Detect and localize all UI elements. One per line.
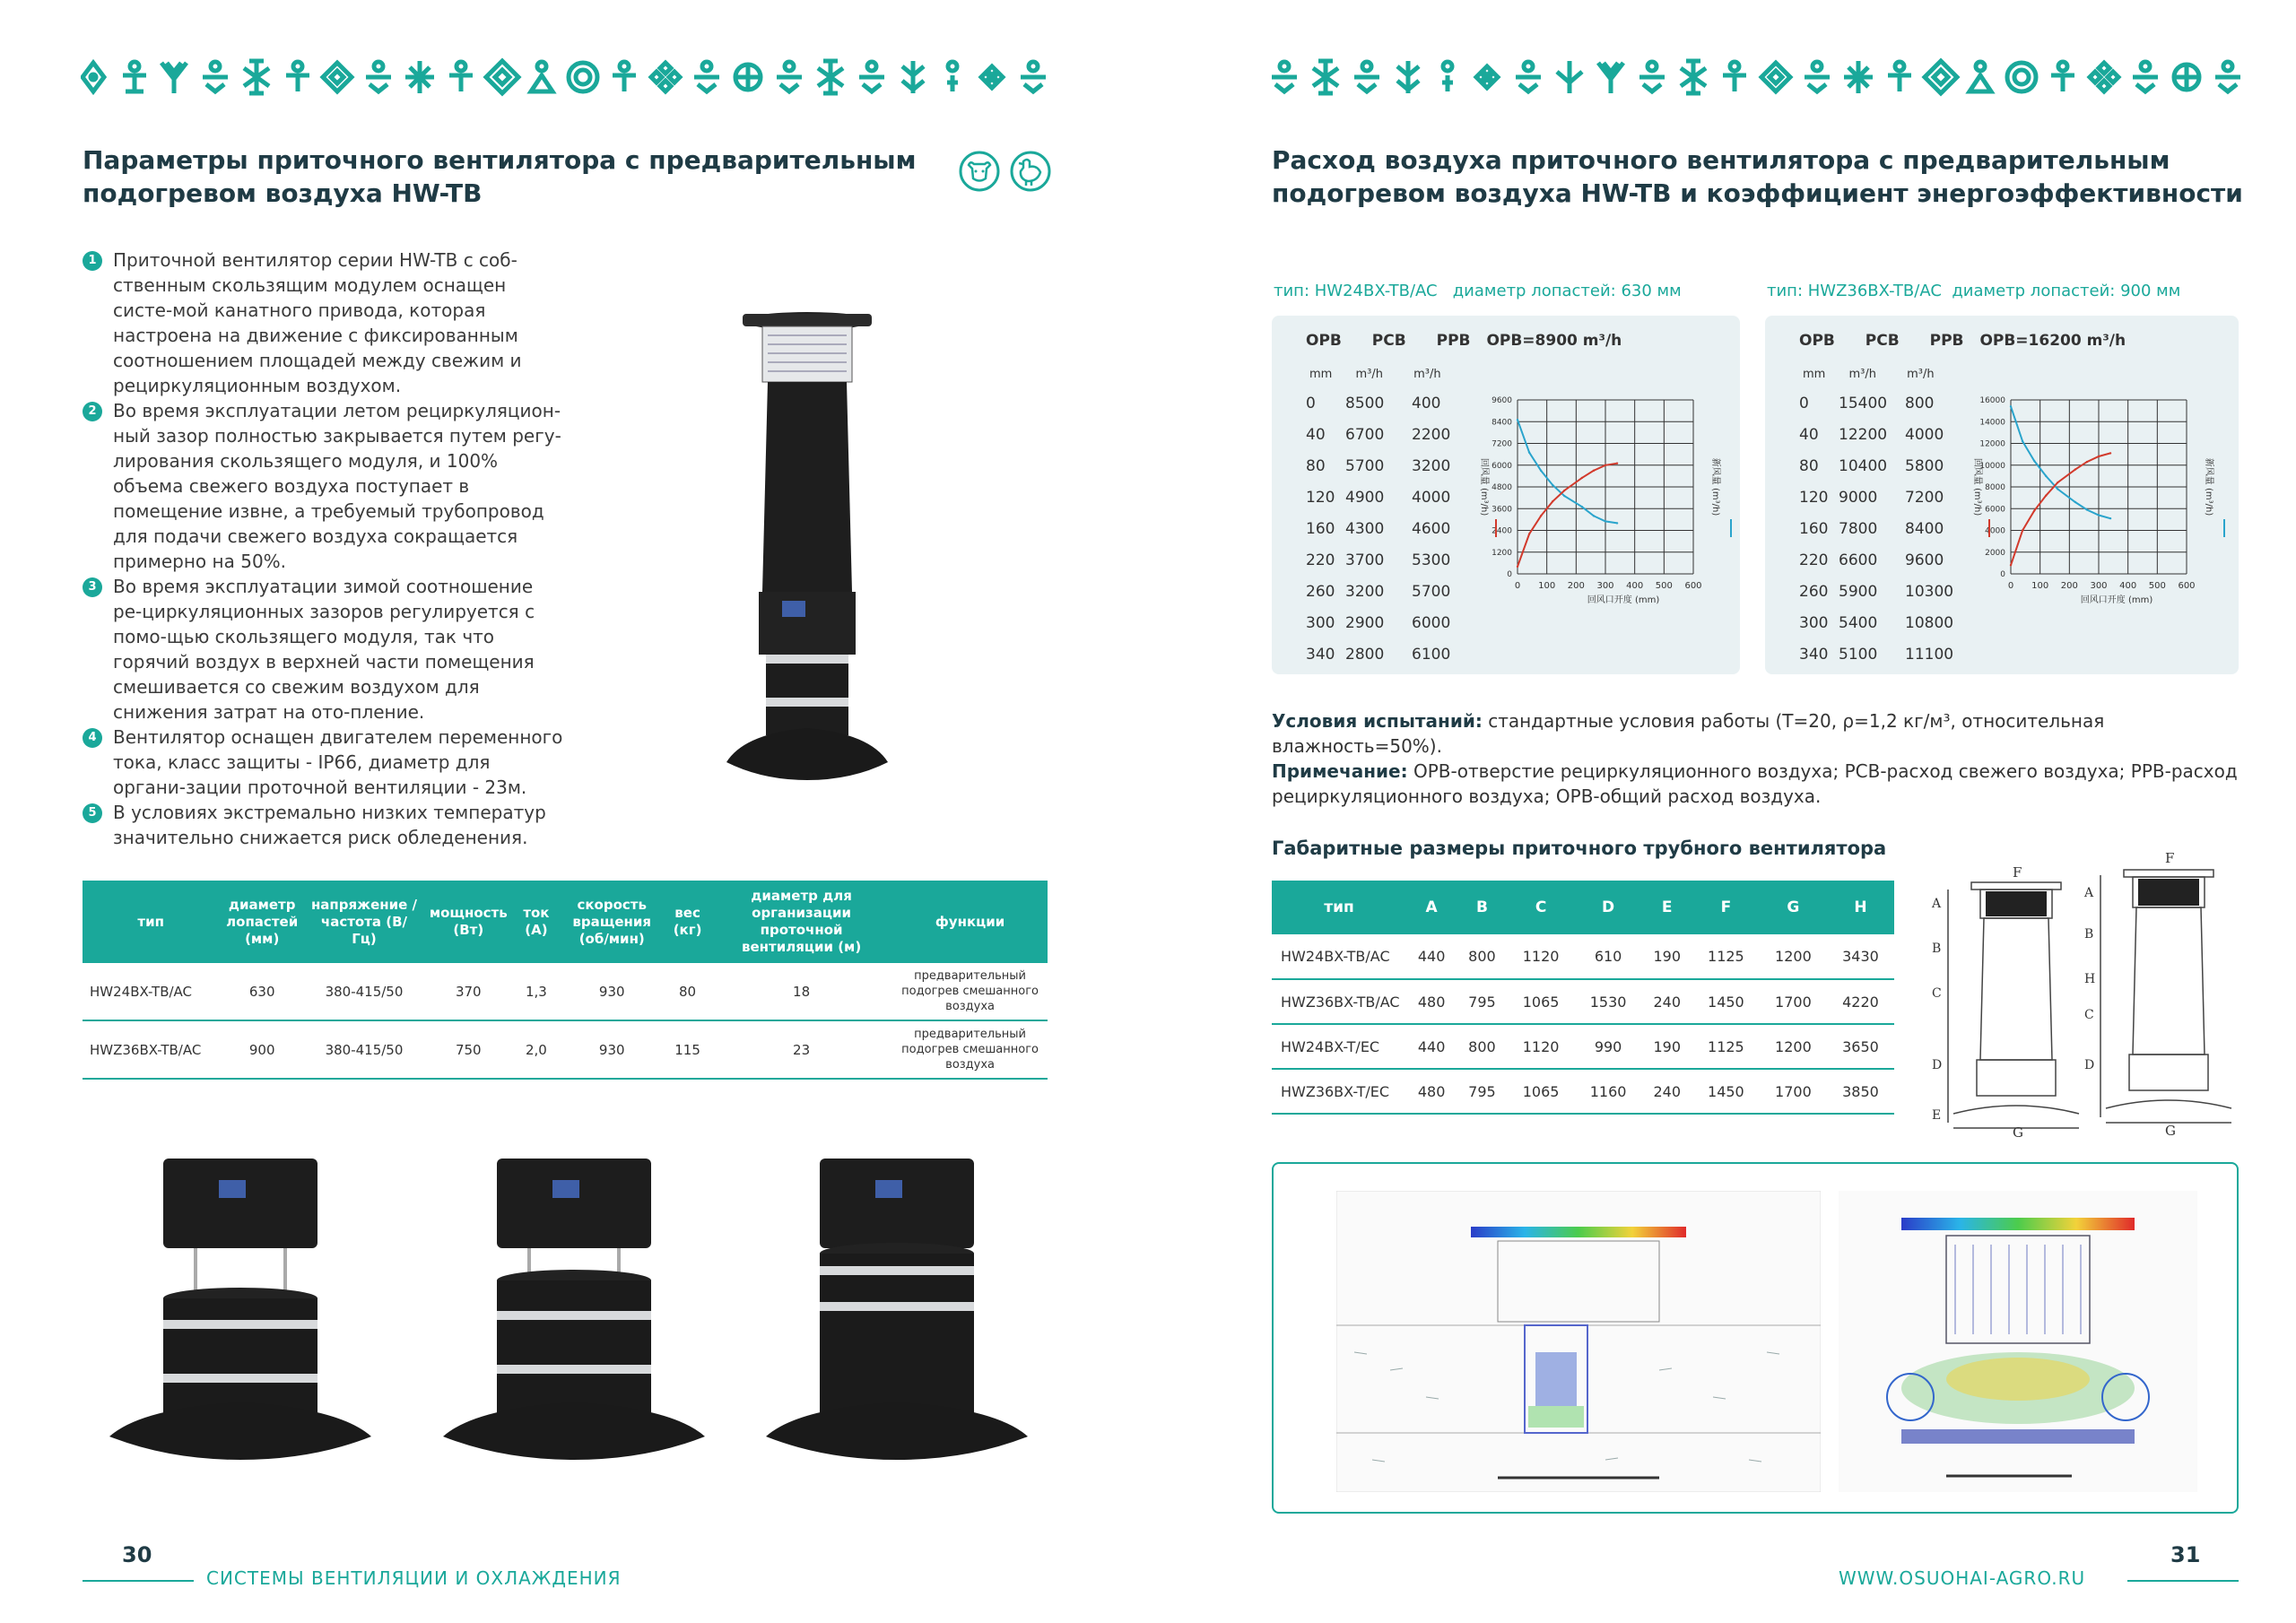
- spec-header-functions: функции: [892, 881, 1048, 963]
- cfd-simulation-box: [1272, 1162, 2239, 1514]
- y-axis-label-right: 新风量 (m³/h): [2204, 457, 2213, 516]
- cell: 1700: [1760, 1069, 1827, 1114]
- data-point: [2074, 501, 2076, 503]
- hdr-ppb: PPB: [1436, 332, 1471, 350]
- fan-product-image: [718, 296, 897, 789]
- spec-header-diameter: диаметр лопастей (мм): [219, 881, 305, 963]
- spec-header-vent-diameter: диаметр для организации проточной вентиляции (м): [710, 881, 892, 963]
- fan-variant-image-3: [762, 1150, 1031, 1463]
- cell: 260: [1306, 583, 1335, 601]
- right-title-line2: подогревом воздуха HW-TB и коэффициент энергоэффективности: [1272, 178, 2243, 208]
- data-point: [2057, 488, 2058, 490]
- dims-header-c: C: [1508, 881, 1575, 934]
- cell: 15400: [1839, 395, 1888, 412]
- y-tick-label: 9600: [1492, 396, 1512, 405]
- data-point: [2109, 452, 2111, 454]
- cell: 1120: [1508, 1024, 1575, 1069]
- cell: 300: [1799, 614, 1829, 632]
- cell: 6100: [1412, 646, 1451, 664]
- cell: 8500: [1345, 395, 1385, 412]
- cell: 10800: [1905, 614, 1954, 632]
- fan-variant-image-1: [106, 1150, 375, 1463]
- dims-header-type: тип: [1272, 881, 1406, 934]
- cell: 240: [1642, 1069, 1692, 1114]
- series-line-red: [2011, 453, 2110, 565]
- cell: 7800: [1839, 520, 1878, 538]
- cell: HWZ36BX-TB/AC: [83, 1020, 219, 1079]
- cell: 800: [1457, 934, 1507, 979]
- drawing-label-g: G: [2165, 1123, 2176, 1139]
- hdr-opb: OPB: [1306, 332, 1342, 350]
- left-footer-line: [83, 1580, 194, 1582]
- feature-item-3: [83, 574, 567, 725]
- x-tick-label: 500: [2148, 581, 2166, 591]
- cell: 1200: [1760, 1024, 1827, 1069]
- number-badge: 2: [83, 402, 102, 421]
- cell: 340: [1799, 646, 1829, 664]
- cell: 18: [710, 963, 892, 1020]
- cell: 1125: [1692, 934, 1760, 979]
- x-tick-label: 200: [2060, 581, 2078, 591]
- chart2-panel: [1765, 316, 2239, 674]
- hdr-total: OPB=8900 m³/h: [1486, 332, 1622, 350]
- drawing-label-d: D: [2084, 1058, 2095, 1072]
- y-axis-label-left: 回风量 (m³/h): [1479, 457, 1489, 516]
- dims-header-b: B: [1457, 881, 1507, 934]
- y-tick-label: 8400: [1492, 418, 1512, 428]
- drawing-label-a: A: [2084, 886, 2094, 900]
- hdr-ppb: PPB: [1929, 332, 1964, 350]
- spec-header-speed: скорость вращения (об/мин): [559, 881, 665, 963]
- right-page-number: 31: [2170, 1542, 2201, 1567]
- cell: 5800: [1905, 457, 1944, 475]
- cell: 5700: [1345, 457, 1385, 475]
- x-tick-label: 600: [1684, 581, 1702, 591]
- series-line-blue: [1518, 420, 1617, 523]
- cell: 480: [1406, 979, 1457, 1024]
- chart2-hdr: [1799, 332, 2126, 350]
- y-tick-label: 7200: [1492, 439, 1512, 449]
- spec-table: [83, 881, 1048, 1080]
- unit-pcb: m³/h: [1355, 368, 1383, 381]
- cell: 160: [1799, 520, 1829, 538]
- cell: HW24BX-TB/AC: [83, 963, 219, 1020]
- y-axis-label-left: 回风量 (m³/h): [1972, 457, 1982, 516]
- chart1-panel: [1272, 316, 1740, 674]
- cell: 1700: [1760, 979, 1827, 1024]
- cell: 380-415/50: [305, 1020, 423, 1079]
- x-tick-label: 400: [1626, 581, 1644, 591]
- unit-ppb: m³/h: [1413, 368, 1441, 381]
- cell: 10400: [1839, 457, 1888, 475]
- feature-text: Приточной вентилятор серии HW-TB с соб-ственным скользящим модулем оснащен систе-мой канатного привода, которая настроена на движение с фиксированным соотношением площадей между свежим и рециркуляционным воздухом.: [113, 249, 522, 396]
- data-point: [2033, 460, 2035, 462]
- data-point: [2074, 468, 2076, 470]
- cell: предварительный подогрев смешанного воздуха: [892, 1020, 1048, 1079]
- cell: 190: [1642, 934, 1692, 979]
- animal-icons: [958, 149, 1053, 194]
- chart1-hdr: [1306, 332, 1622, 350]
- x-tick-label: 0: [2007, 581, 2014, 591]
- feature-text: В условиях экстремально низких температур значительно снижается риск обледенения.: [113, 802, 546, 848]
- right-title-line1: Расход воздуха приточного вентилятора с предварительным: [1272, 145, 2170, 175]
- drawing-label-b: B: [1932, 942, 1942, 956]
- cell: 9000: [1839, 489, 1878, 507]
- cell: 800: [1457, 1024, 1507, 1069]
- cell: 0: [1799, 395, 1809, 412]
- feature-text: Во время эксплуатации летом рециркуляцион-ный зазор полностью закрывается путем регу-лирования скользящего модуля, и 100% объема свежего воздуха поступает в помещение извне, а требуемый трубопровод для подачи свежего воздуха сокращается примерно на 50%.: [113, 400, 561, 572]
- spec-header-weight: вес (кг): [665, 881, 710, 963]
- table-row: [1272, 979, 1894, 1024]
- series-line-blue: [2011, 406, 2110, 518]
- feature-text: Вентилятор оснащен двигателем переменного тока, класс защиты - IP66, диаметр для органи-зации проточной вентиляции - 23м.: [113, 726, 563, 798]
- cell: 3430: [1827, 934, 1894, 979]
- cell: HW24BX-TB/AC: [1272, 934, 1406, 979]
- feature-text: Во время эксплуатации зимой соотношение ре-циркуляционных зазоров регулируется с помо-щью скользящего модуля, так что горячий воздух в верхней части помещения смешивается со свежим воздухом для снижения затрат на ото-пление.: [113, 576, 535, 723]
- feature-item-4: [83, 725, 567, 800]
- data-point: [1552, 500, 1553, 502]
- cell: 4300: [1345, 520, 1385, 538]
- data-point: [1563, 495, 1565, 497]
- cell: 4900: [1345, 489, 1385, 507]
- cell: 1120: [1508, 934, 1575, 979]
- data-point: [1563, 490, 1565, 491]
- unit-mm: mm: [1803, 368, 1826, 381]
- x-tick-label: 400: [2119, 581, 2137, 591]
- cell: 220: [1306, 551, 1335, 569]
- dims-header-h: H: [1827, 881, 1894, 934]
- cell: 2200: [1412, 426, 1451, 444]
- x-tick-label: 200: [1567, 581, 1585, 591]
- cell: 1,3: [514, 963, 560, 1020]
- chart1-plot: [1471, 386, 1733, 619]
- cell: 160: [1306, 520, 1335, 538]
- y-tick-label: 1200: [1492, 548, 1512, 558]
- chicken-icon: [1008, 149, 1053, 194]
- note-label: Примечание:: [1272, 760, 1408, 782]
- cell: 1125: [1692, 1024, 1760, 1069]
- data-point: [2098, 456, 2100, 457]
- y-tick-label: 2400: [1492, 526, 1512, 536]
- cell: 0: [1306, 395, 1316, 412]
- data-point: [2010, 564, 2012, 566]
- cell: HWZ36BX-T/EC: [1272, 1069, 1406, 1114]
- data-point: [1616, 463, 1618, 464]
- x-axis-label: 回风口开度 (mm): [2080, 595, 2153, 605]
- y-tick-label: 4800: [1492, 483, 1512, 492]
- cell: 12200: [1839, 426, 1888, 444]
- cell: 120: [1799, 489, 1829, 507]
- dims-title: Габаритные размеры приточного трубного вентилятора: [1272, 838, 1887, 859]
- y-tick-label: 10000: [1979, 461, 2005, 471]
- x-tick-label: 300: [1596, 581, 1614, 591]
- unit-pcb: m³/h: [1848, 368, 1876, 381]
- feature-item-2: [83, 398, 567, 574]
- fan-variant-image-2: [439, 1150, 709, 1463]
- cell: 5100: [1839, 646, 1878, 664]
- cell: 4600: [1412, 520, 1451, 538]
- x-tick-label: 0: [1514, 581, 1521, 591]
- y-tick-label: 0: [2000, 570, 2005, 579]
- test-conditions: [1272, 708, 2258, 809]
- left-page-number: 30: [122, 1542, 152, 1567]
- data-point: [1593, 470, 1595, 472]
- dims-header-d: D: [1575, 881, 1642, 934]
- cell: 6000: [1412, 614, 1451, 632]
- chart2-heading: тип: HWZ36BX-TB/AC диаметр лопастей: 900 мм: [1767, 282, 2181, 300]
- left-footer-text: СИСТЕМЫ ВЕНТИЛЯЦИИ И ОХЛАЖДЕНИЯ: [206, 1567, 622, 1589]
- cell: 800: [1905, 395, 1935, 412]
- number-badge: 5: [83, 803, 102, 823]
- cell: 9600: [1905, 551, 1944, 569]
- table-row: [1272, 934, 1894, 979]
- cell: 3850: [1827, 1069, 1894, 1114]
- data-point: [1540, 470, 1542, 472]
- spec-header-power: мощность (Вт): [423, 881, 513, 963]
- cell: 750: [423, 1020, 513, 1079]
- cell: 400: [1412, 395, 1441, 412]
- hdr-pcb: PCB: [1371, 332, 1406, 350]
- y-tick-label: 3600: [1492, 505, 1512, 515]
- left-title-line2: подогревом воздуха HW-TB: [83, 178, 483, 208]
- hdr-opb: OPB: [1799, 332, 1835, 350]
- cell: 6700: [1345, 426, 1385, 444]
- data-point: [1528, 533, 1530, 534]
- cfd-simulation-image-1: [1336, 1191, 1821, 1492]
- data-point: [2109, 517, 2111, 519]
- y-tick-label: 6000: [1492, 461, 1512, 471]
- ornament-band-right: [1272, 52, 2249, 102]
- unit-mm: mm: [1309, 368, 1333, 381]
- conditions-label: Условия испытаний:: [1272, 710, 1483, 732]
- cell: 440: [1406, 1024, 1457, 1069]
- table-row: [83, 1020, 1048, 1079]
- feature-item-1: [83, 247, 567, 398]
- cell: 2800: [1345, 646, 1385, 664]
- table-row: [1272, 1069, 1894, 1114]
- dims-header-f: F: [1692, 881, 1760, 934]
- technical-drawing-2: [2079, 848, 2244, 1141]
- number-badge: 1: [83, 251, 102, 271]
- number-badge: 3: [83, 577, 102, 597]
- unit-ppb: m³/h: [1907, 368, 1935, 381]
- data-point: [2057, 482, 2058, 483]
- y-tick-label: 0: [1507, 570, 1512, 579]
- x-tick-label: 300: [2090, 581, 2108, 591]
- drawing-label-c: C: [1932, 986, 1942, 1001]
- right-footer-line: [2127, 1580, 2239, 1582]
- drawing-label-f: F: [2013, 864, 2022, 881]
- cell: 23: [710, 1020, 892, 1079]
- chart2-plot: [1964, 386, 2230, 619]
- cell: 3200: [1412, 457, 1451, 475]
- cell: 1530: [1575, 979, 1642, 1024]
- x-tick-label: 100: [1538, 581, 1556, 591]
- cell: 220: [1799, 551, 1829, 569]
- cell: 7200: [1905, 489, 1944, 507]
- cell: 1065: [1508, 1069, 1575, 1114]
- cell: 4000: [1905, 426, 1944, 444]
- ornament-band-left: [81, 52, 1049, 102]
- cell: 5700: [1412, 583, 1451, 601]
- number-badge: 4: [83, 728, 102, 748]
- cell: 40: [1799, 426, 1819, 444]
- cell: 4000: [1412, 489, 1451, 507]
- ornament-pattern-icon: [1272, 52, 2249, 102]
- chart2-units: [1803, 368, 1935, 381]
- x-tick-label: 100: [2031, 581, 2049, 591]
- x-tick-label: 500: [1655, 581, 1673, 591]
- data-point: [1517, 566, 1518, 568]
- data-point: [2010, 405, 2012, 407]
- cell: 4220: [1827, 979, 1894, 1024]
- drawing-label-b: B: [2084, 927, 2094, 942]
- drawing-label-f: F: [2165, 850, 2175, 866]
- technical-drawing-1: [1926, 863, 2088, 1141]
- left-page-title: [83, 143, 979, 210]
- data-point: [2045, 475, 2047, 477]
- chart1-heading: тип: HW24BX-TB/AC диаметр лопастей: 630 мм: [1274, 282, 1682, 300]
- cell: 440: [1406, 934, 1457, 979]
- note-text: OPB-отверстие рециркуляционного воздуха; PCB-расход свежего воздуха; PPB-расход рециркуляционного воздуха; OPB-общий расход воздуха.: [1272, 760, 2238, 807]
- cell: 3200: [1345, 583, 1385, 601]
- cell: 630: [219, 963, 305, 1020]
- cell: 2900: [1345, 614, 1385, 632]
- ornament-pattern-icon: [81, 52, 1049, 102]
- cell: 5900: [1839, 583, 1878, 601]
- right-footer-text: WWW.OSUOHAI-AGRO.RU: [1839, 1567, 2086, 1589]
- data-point: [2086, 508, 2088, 510]
- drawing-label-a: A: [1932, 897, 1942, 911]
- cell: 380-415/50: [305, 963, 423, 1020]
- cell: 11100: [1905, 646, 1954, 664]
- cell: 900: [219, 1020, 305, 1079]
- y-tick-label: 4000: [1985, 526, 2005, 536]
- cell: 80: [665, 963, 710, 1020]
- cell: 80: [1306, 457, 1326, 475]
- cell: 1200: [1760, 934, 1827, 979]
- cell: 80: [1799, 457, 1819, 475]
- series-line-red: [1518, 464, 1617, 567]
- cell: 120: [1306, 489, 1335, 507]
- data-point: [1581, 506, 1583, 508]
- cell: 1450: [1692, 979, 1760, 1024]
- data-point: [1593, 515, 1595, 516]
- cell: 610: [1575, 934, 1642, 979]
- data-point: [2022, 529, 2023, 531]
- right-page-title: [1272, 143, 2258, 210]
- data-point: [2033, 509, 2035, 511]
- cell: 260: [1799, 583, 1829, 601]
- cell: 1065: [1508, 979, 1575, 1024]
- data-point: [1552, 484, 1553, 486]
- chart1-units: [1309, 368, 1441, 381]
- features-list: [83, 247, 567, 850]
- cell: 300: [1306, 614, 1335, 632]
- cell: 8400: [1905, 520, 1944, 538]
- data-point: [2022, 440, 2023, 442]
- drawing-label-g: G: [2013, 1124, 2023, 1141]
- spec-header-current: ток (А): [514, 881, 560, 963]
- cell: 795: [1457, 979, 1507, 1024]
- feature-item-5: [83, 800, 567, 850]
- cell: 3700: [1345, 551, 1385, 569]
- cell: 40: [1306, 426, 1326, 444]
- cell: 2,0: [514, 1020, 560, 1079]
- cell: 115: [665, 1020, 710, 1079]
- cell: 5400: [1839, 614, 1878, 632]
- hdr-total: OPB=16200 m³/h: [1979, 332, 2126, 350]
- y-tick-label: 6000: [1985, 505, 2005, 515]
- y-tick-label: 14000: [1979, 418, 2005, 428]
- y-axis-label-right: 新风量 (m³/h): [1710, 457, 1720, 516]
- cfd-simulation-image-2: [1839, 1191, 2197, 1492]
- y-tick-label: 12000: [1979, 439, 2005, 449]
- cell: HW24BX-T/EC: [1272, 1024, 1406, 1069]
- cell: 5300: [1412, 551, 1451, 569]
- left-title-line1: Параметры приточного вентилятора с предварительным: [83, 145, 917, 175]
- cell: 3650: [1827, 1024, 1894, 1069]
- cell: 480: [1406, 1069, 1457, 1114]
- hdr-pcb: PCB: [1865, 332, 1900, 350]
- data-point: [1616, 522, 1618, 524]
- conditions-text: стандартные условия работы (T=20, ρ=1,2 кг/м³, относительная влажность=50%).: [1272, 710, 2105, 757]
- cell: 795: [1457, 1069, 1507, 1114]
- cell: HWZ36BX-TB/AC: [1272, 979, 1406, 1024]
- data-point: [2045, 495, 2047, 497]
- x-tick-label: 600: [2178, 581, 2196, 591]
- drawing-label-e: E: [1932, 1108, 1942, 1123]
- cell: предварительный подогрев смешанного воздуха: [892, 963, 1048, 1020]
- dims-header-e: E: [1642, 881, 1692, 934]
- data-point: [1540, 515, 1542, 516]
- x-axis-label: 回风口开度 (mm): [1587, 595, 1660, 605]
- data-point: [1605, 464, 1606, 466]
- cell: 930: [559, 963, 665, 1020]
- data-point: [2098, 514, 2100, 516]
- table-row: [83, 963, 1048, 1020]
- drawing-label-c: C: [2084, 1008, 2094, 1022]
- dims-header-g: G: [1760, 881, 1827, 934]
- data-point: [2086, 461, 2088, 463]
- spec-header-voltage: напряжение / частота (В/Гц): [305, 881, 423, 963]
- y-tick-label: 8000: [1985, 483, 2005, 492]
- data-point: [1528, 451, 1530, 453]
- drawing-label-h: H: [2084, 972, 2096, 986]
- cell: 10300: [1905, 583, 1954, 601]
- y-tick-label: 2000: [1985, 548, 2005, 558]
- cell: 1160: [1575, 1069, 1642, 1114]
- cell: 340: [1306, 646, 1335, 664]
- cell: 370: [423, 963, 513, 1020]
- cell: 6600: [1839, 551, 1878, 569]
- spec-header-type: тип: [83, 881, 219, 963]
- cell: 240: [1642, 979, 1692, 1024]
- table-row: [1272, 1024, 1894, 1069]
- y-tick-label: 16000: [1979, 396, 2005, 405]
- data-point: [1517, 419, 1518, 421]
- cell: 990: [1575, 1024, 1642, 1069]
- cell: 930: [559, 1020, 665, 1079]
- drawing-label-d: D: [1932, 1058, 1943, 1072]
- cell: 190: [1642, 1024, 1692, 1069]
- cell: 1450: [1692, 1069, 1760, 1114]
- dims-header-a: A: [1406, 881, 1457, 934]
- data-point: [1581, 477, 1583, 479]
- dimensions-table: [1272, 881, 1894, 1115]
- data-point: [1605, 520, 1606, 522]
